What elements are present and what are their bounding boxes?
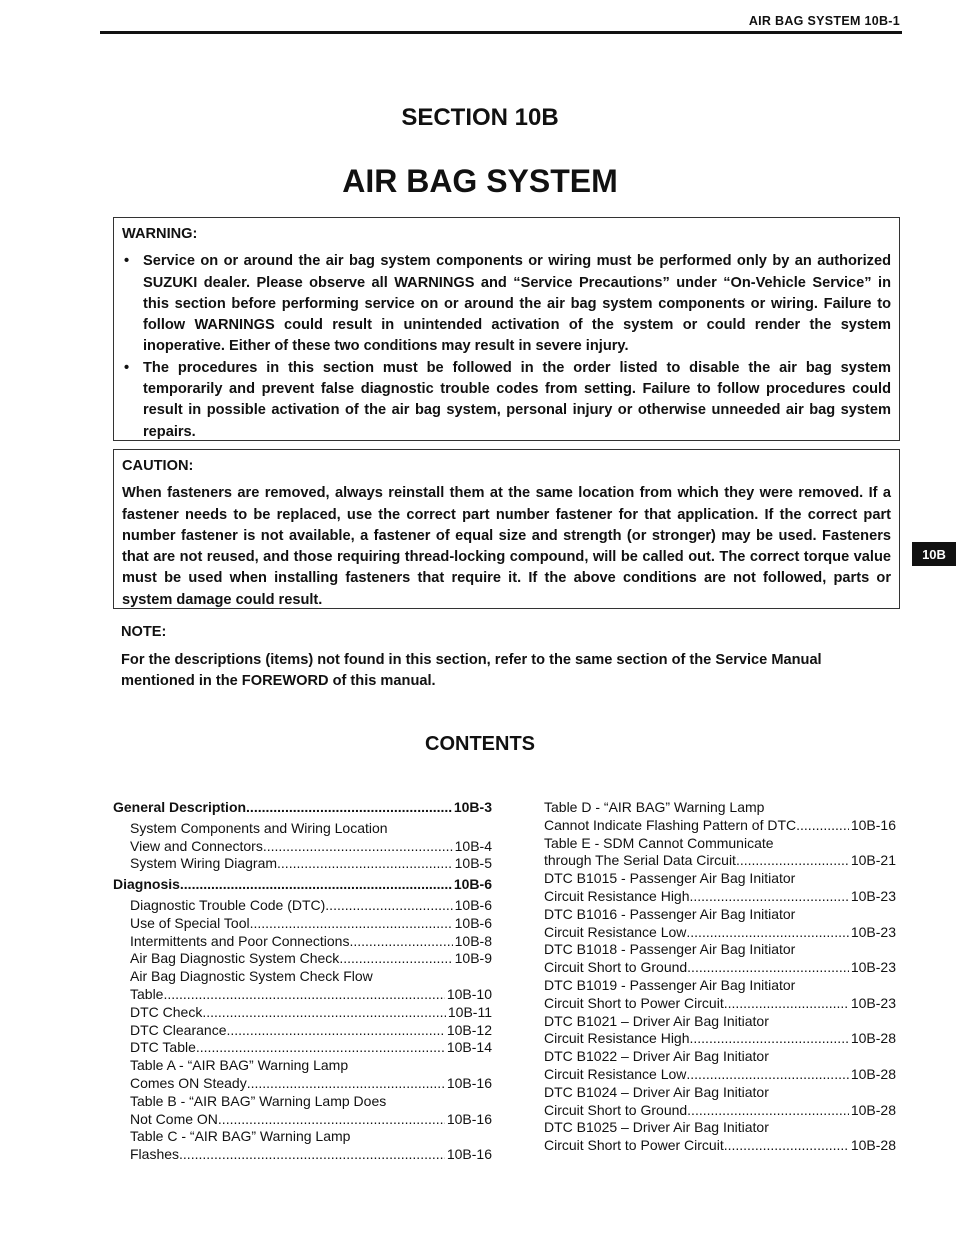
toc-entry[interactable] [544,1066,896,1084]
toc-page: 10B-16 [850,816,896,833]
toc-label: View and Connectors [130,837,263,854]
toc-leader [690,888,849,906]
toc-page: 10B-28 [850,1101,896,1118]
toc-leader [277,855,453,873]
toc-page: 10B-28 [850,1065,896,1082]
toc-entry-line[interactable]: System Components and Wiring Location [130,819,388,836]
toc-page: 10B-23 [850,994,896,1011]
toc-page: 10B-14 [446,1039,492,1056]
toc-entry[interactable] [544,852,896,870]
toc-label: Comes ON Steady [130,1074,247,1091]
toc-leader [180,876,452,894]
toc-entry[interactable] [113,1111,492,1129]
toc-entry[interactable] [113,1004,492,1022]
toc-label: Diagnostic Trouble Code (DTC) [130,896,326,913]
toc-entry[interactable] [544,1030,896,1048]
toc-page: 10B-8 [454,932,492,949]
page-title: AIR BAG SYSTEM [342,163,618,199]
toc-label: Circuit Short to Ground [544,959,688,976]
toc-entry-line[interactable]: DTC B1021 – Driver Air Bag Initiator [544,1012,769,1029]
toc-label: DTC Table [130,1039,196,1056]
warning-list [122,251,891,443]
toc-label: Air Bag Diagnostic System Check [130,950,340,967]
toc-page: 10B-3 [453,799,492,815]
toc-page: 10B-23 [850,887,896,904]
toc-label: DTC Clearance [130,1021,227,1038]
toc-page: 10B-4 [454,837,492,854]
toc-leader [218,1111,445,1129]
toc-entry[interactable] [113,855,492,873]
toc-entry[interactable] [113,1039,492,1057]
toc-leader [796,817,849,835]
warning-box [113,217,900,441]
caution-heading: CAUTION: [122,458,194,474]
toc-leader [686,924,848,942]
toc-entry-line[interactable]: DTC B1016 - Passenger Air Bag Initiator [544,905,796,922]
toc-entry-line[interactable]: Table B - “AIR BAG” Warning Lamp Does [130,1092,387,1109]
toc-entry[interactable] [113,1075,492,1093]
toc-page: 10B-12 [446,1021,492,1038]
toc-label: Cannot Indicate Flashing Pattern of DTC [544,816,797,833]
toc-entry[interactable] [113,876,492,894]
toc-label: Circuit Resistance High [544,887,690,904]
toc-page: 10B-6 [454,914,492,931]
toc-entry[interactable] [544,888,896,906]
toc-entry[interactable] [544,924,896,942]
toc-leader [179,1146,445,1164]
toc-entry-line[interactable]: DTC B1019 - Passenger Air Bag Initiator [544,976,796,993]
toc-leader [250,915,453,933]
toc-entry[interactable] [113,986,492,1004]
toc-leader [686,1066,848,1084]
toc-entry-line[interactable]: Table C - “AIR BAG” Warning Lamp [130,1128,351,1145]
toc-label: General Description [113,799,247,815]
toc-label: Intermittents and Poor Connections [130,932,350,949]
contents-heading: CONTENTS [425,733,535,755]
toc-label: DTC Check [130,1003,203,1020]
toc-leader [196,1039,445,1057]
toc-label: Use of Special Tool [130,914,250,931]
warning-heading: WARNING: [122,226,198,242]
toc-entry-line[interactable]: Table E - SDM Cannot Communicate [544,834,774,851]
toc-entry-line[interactable]: DTC B1018 - Passenger Air Bag Initiator [544,941,796,958]
toc-entry[interactable] [113,1022,492,1040]
toc-entry[interactable] [113,933,492,951]
toc-page: 10B-23 [850,923,896,940]
section-tab[interactable]: 10B [912,542,956,566]
toc-entry[interactable] [544,1137,896,1155]
toc-leader [724,995,849,1013]
toc-entry-line[interactable]: DTC B1025 – Driver Air Bag Initiator [544,1119,769,1136]
toc-page: 10B-28 [850,1030,896,1047]
toc-page: 10B-9 [454,950,492,967]
toc-entry[interactable] [113,838,492,856]
warning-item: • Service on or around the air bag system components or wiring must be performed only by an authorized SUZUKI dealer. Please observe all WARNINGS and “Service Precautions” under “On-Vehicle Service” in this section before performing service on or around the air bag system components or wiring. Failure to follow WARNINGS could result in unintended activation of the system or could render the system inoperative. Either of these two conditions may result in severe injury. [122,251,891,357]
toc-entry[interactable] [113,799,492,817]
toc-page: 10B-5 [454,855,492,872]
toc-label: Circuit Resistance High [544,1030,690,1047]
toc-entry[interactable] [544,817,896,835]
toc-leader [687,1102,849,1120]
toc-page: 10B-16 [446,1074,492,1091]
toc-entry[interactable] [113,1146,492,1164]
warning-item: • The procedures in this section must be followed in the order listed to disable the air bag system temporarily and prevent false diagnostic trouble codes from setting. Failure to follow procedures could result in possible activation of the air bag system, personal injury or otherwise unneeded air bag system repairs. [122,358,891,443]
running-header: AIR BAG SYSTEM 10B-1 [748,14,900,28]
toc-label: Table [130,985,164,1002]
toc-entry-line[interactable]: Table A - “AIR BAG” Warning Lamp [130,1057,349,1074]
toc-page: 10B-6 [453,876,492,893]
toc-label: Not Come ON [130,1110,218,1127]
toc-entry[interactable] [113,915,492,933]
toc-page: 10B-21 [850,852,896,869]
toc-entry-line[interactable]: DTC B1022 – Driver Air Bag Initiator [544,1048,769,1065]
toc-page: 10B-10 [446,985,492,1002]
toc-leader [247,1075,445,1093]
toc-leader [325,897,452,915]
toc-leader [724,1137,849,1155]
toc-label: Diagnosis [113,876,180,893]
toc-entry[interactable] [544,995,896,1013]
note-block [121,622,896,693]
toc-leader [339,950,452,968]
toc-right-column [544,799,896,1155]
toc-entry[interactable] [113,950,492,968]
toc-label: Flashes [130,1146,180,1163]
toc-entry[interactable] [544,1102,896,1120]
toc-page: 10B-16 [446,1110,492,1127]
toc-left-column [113,799,492,1164]
caution-box [113,449,900,609]
toc-page: 10B-23 [850,959,896,976]
toc-page: 10B-16 [446,1146,492,1163]
toc-leader [246,799,452,817]
toc-label: Circuit Resistance Low [544,923,687,940]
toc-entry-line[interactable]: DTC B1015 - Passenger Air Bag Initiator [544,870,796,887]
toc-leader [687,959,849,977]
toc-leader [226,1022,444,1040]
toc-leader [263,838,453,856]
header-rule [100,31,902,34]
note-heading: NOTE: [121,624,167,640]
section-label: SECTION 10B [401,104,559,131]
toc-entry-line[interactable]: Table D - “AIR BAG” Warning Lamp [544,799,765,815]
toc-label: Circuit Short to Power Circuit [544,1137,724,1154]
toc-label: System Wiring Diagram [130,855,278,872]
toc-entry-line[interactable]: DTC B1024 – Driver Air Bag Initiator [544,1083,769,1100]
toc-page: 10B-6 [454,896,492,913]
toc-entry[interactable] [544,959,896,977]
toc-label: through The Serial Data Circuit [544,852,736,869]
toc-page: 10B-11 [447,1003,492,1020]
caution-text: When fasteners are removed, always reinstall them at the same location from which they were removed. If a fastener needs to be replaced, use the correct part number fastener for that application. If the correct part number fastener is not available, a fastener of equal size and strength (or stronger) may be used. Fasteners that are not reused, and those requiring thread-locking compound, will be called out. The correct torque value must be used when installing fasteners that require it. If the above conditions are not followed, parts or system damage could result. [122,485,891,608]
toc-leader [349,933,452,951]
toc-label: Circuit Short to Power Circuit [544,994,724,1011]
toc-entry-line[interactable]: Air Bag Diagnostic System Check Flow [130,968,373,985]
toc-leader [736,852,849,870]
toc-leader [202,1004,446,1022]
toc-leader [163,986,444,1004]
toc-entry[interactable] [113,897,492,915]
note-text: For the descriptions (items) not found in this section, refer to the same section of the Service Manual mentioned in the FOREWORD of this manual. [121,651,822,689]
toc-page: 10B-28 [850,1137,896,1154]
toc-label: Circuit Short to Ground [544,1101,688,1118]
toc-label: Circuit Resistance Low [544,1065,687,1082]
toc-leader [690,1030,849,1048]
